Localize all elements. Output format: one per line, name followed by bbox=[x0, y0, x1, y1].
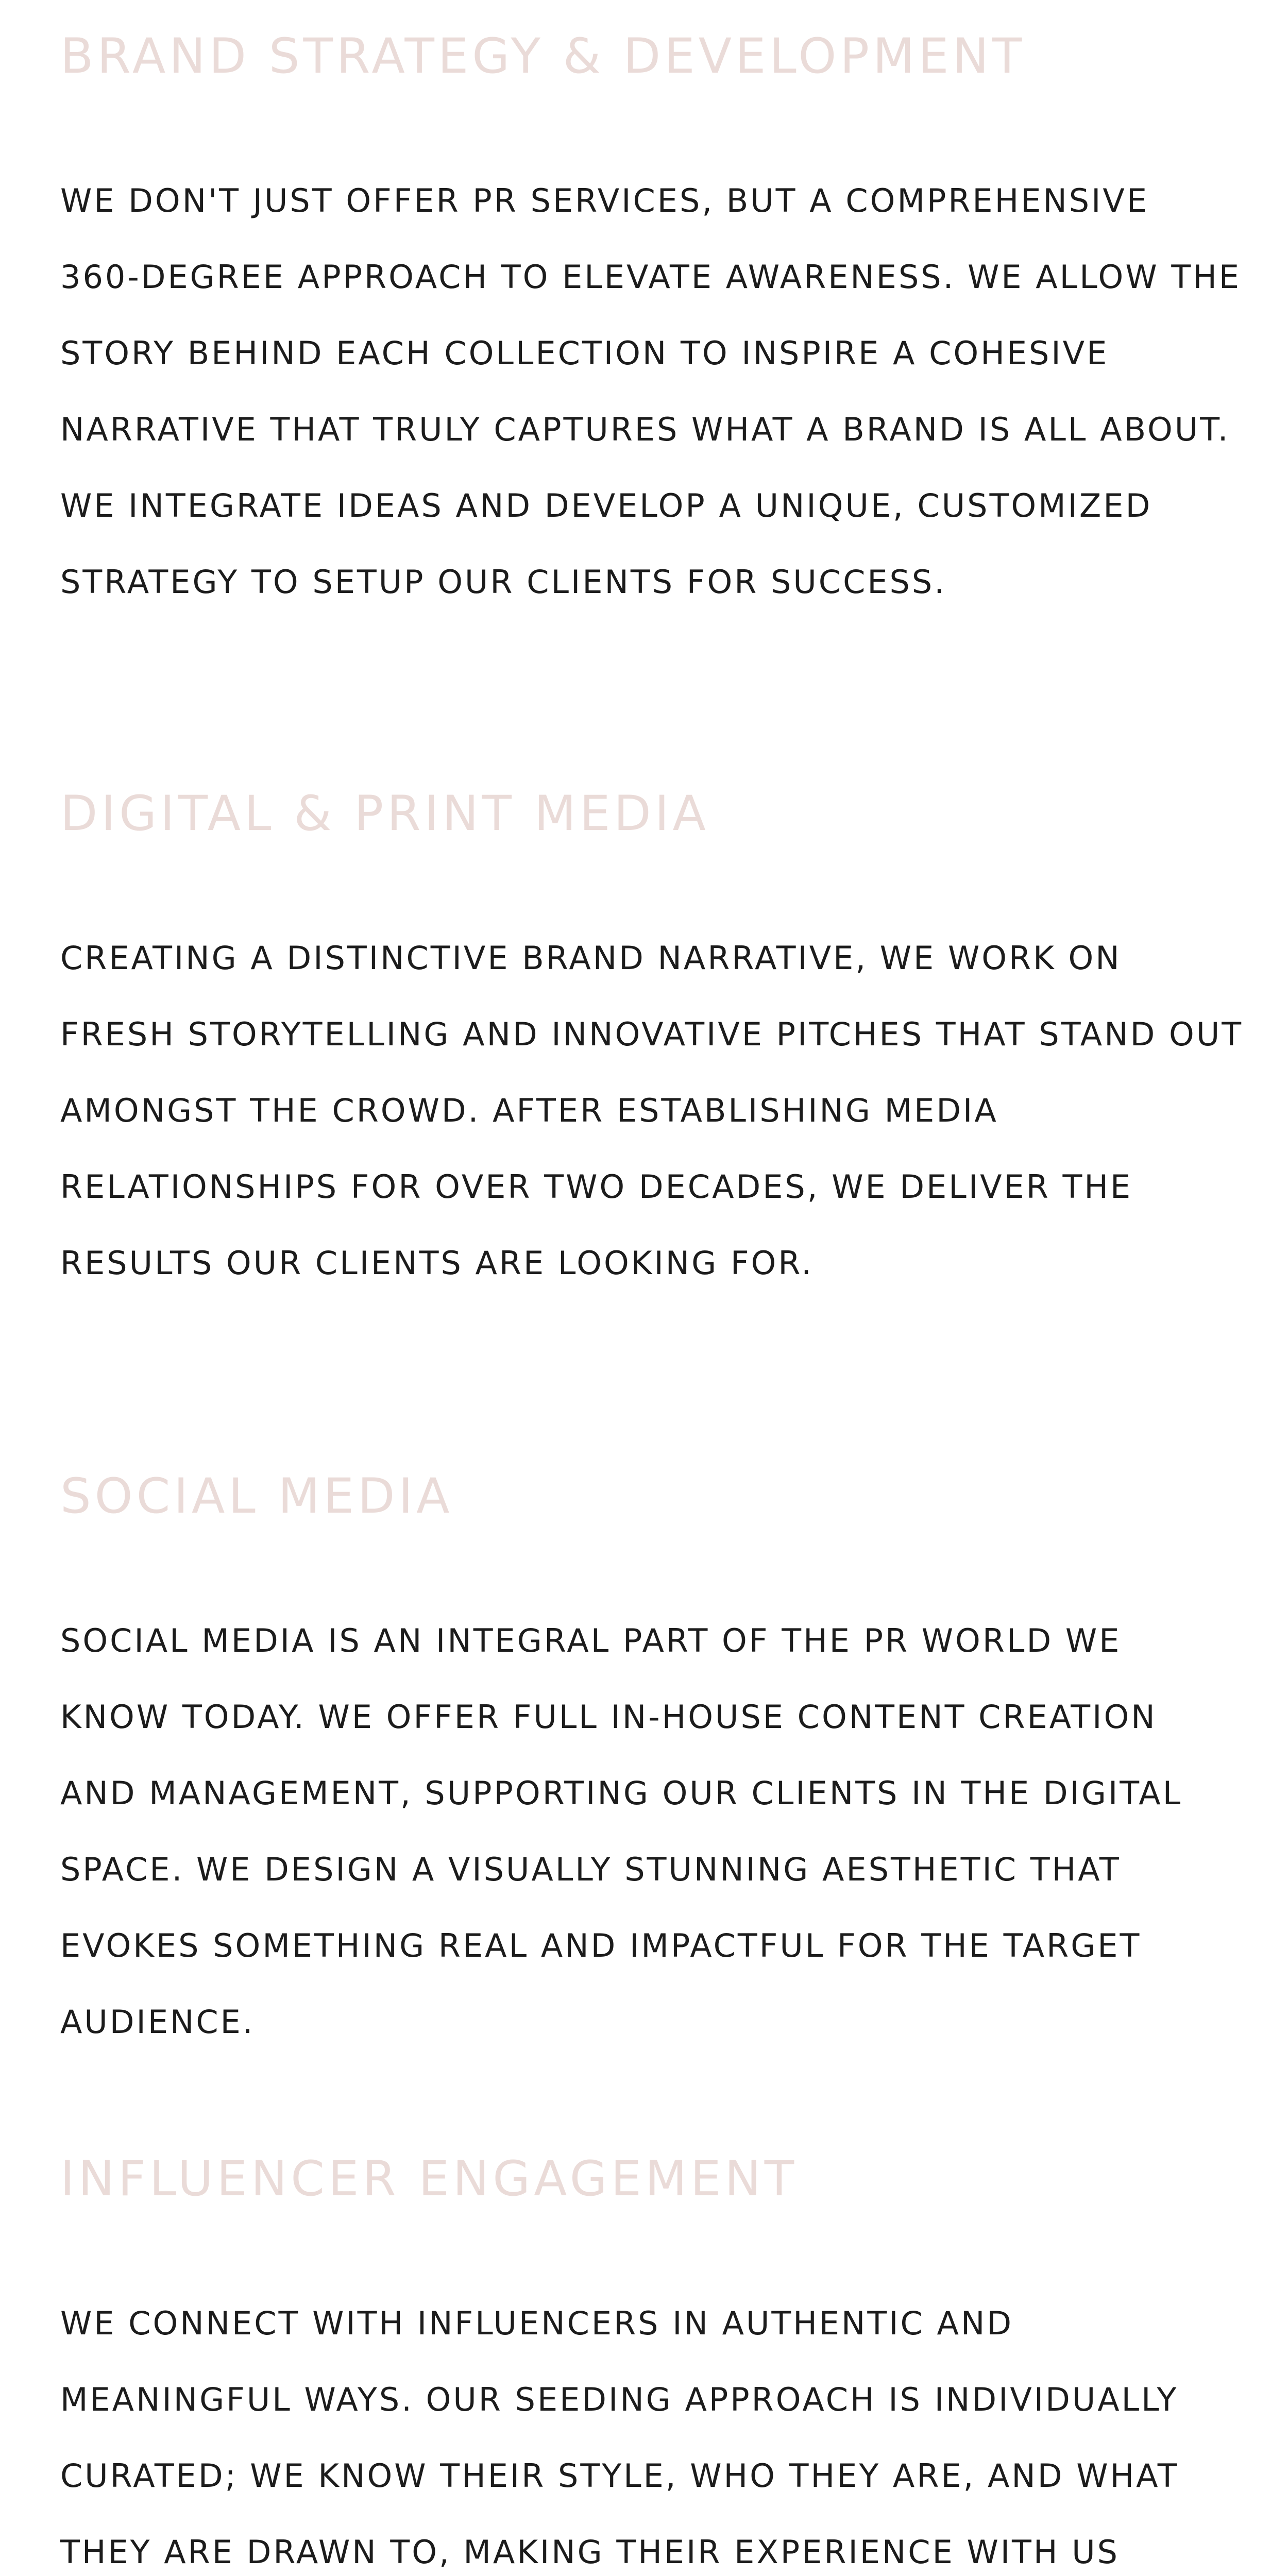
body-line: STORY BEHIND EACH COLLECTION TO INSPIRE A COHESIVE bbox=[60, 334, 1109, 372]
body-line: RESULTS OUR CLIENTS ARE LOOKING FOR. bbox=[60, 1244, 814, 1282]
section-title: DIGITAL & PRINT MEDIA bbox=[60, 786, 709, 842]
body-line: EVOKES SOMETHING REAL AND IMPACTFUL FOR THE TARGET bbox=[60, 1927, 1142, 1964]
section-social-media bbox=[60, 1466, 1245, 2041]
body-line: 360-DEGREE APPROACH TO ELEVATE AWARENESS. WE ALLOW THE bbox=[60, 258, 1242, 296]
body-line: WE INTEGRATE IDEAS AND DEVELOP A UNIQUE, CUSTOMIZED bbox=[60, 487, 1153, 524]
body-line: CREATING A DISTINCTIVE BRAND NARRATIVE, WE WORK ON bbox=[60, 939, 1122, 977]
section-title: BRAND STRATEGY & DEVELOPMENT bbox=[60, 28, 1026, 84]
section-body bbox=[60, 163, 1245, 620]
body-line: MEANINGFUL WAYS. OUR SEEDING APPROACH IS INDIVIDUALLY bbox=[60, 2381, 1179, 2418]
section-brand-strategy bbox=[60, 26, 1245, 601]
body-line: FRESH STORYTELLING AND INNOVATIVE PITCHES THAT STAND OUT bbox=[60, 1015, 1244, 1053]
section-influencer-engagement bbox=[60, 2148, 1245, 2571]
body-line: AND MANAGEMENT, SUPPORTING OUR CLIENTS IN THE DIGITAL bbox=[60, 1774, 1183, 1812]
body-line: CURATED; WE KNOW THEIR STYLE, WHO THEY ARE, AND WHAT bbox=[60, 2457, 1179, 2495]
section-body bbox=[60, 1603, 1245, 2060]
body-line: THEY ARE DRAWN TO, MAKING THEIR EXPERIENCE WITH US bbox=[60, 2533, 1120, 2571]
body-line: WE CONNECT WITH INFLUENCERS IN AUTHENTIC AND bbox=[60, 2304, 1014, 2342]
section-body bbox=[60, 920, 1245, 1301]
body-line: AMONGST THE CROWD. AFTER ESTABLISHING MEDIA bbox=[60, 1092, 998, 1129]
body-line: AUDIENCE. bbox=[60, 2003, 255, 2041]
section-body bbox=[60, 2285, 1245, 2576]
body-line: SPACE. WE DESIGN A VISUALLY STUNNING AESTHETIC THAT bbox=[60, 1851, 1121, 1888]
body-line: NARRATIVE THAT TRULY CAPTURES WHAT A BRAND IS ALL ABOUT. bbox=[60, 411, 1230, 448]
body-line: STRATEGY TO SETUP OUR CLIENTS FOR SUCCESS. bbox=[60, 563, 946, 601]
body-line: KNOW TODAY. WE OFFER FULL IN-HOUSE CONTENT CREATION bbox=[60, 1698, 1157, 1736]
body-line: RELATIONSHIPS FOR OVER TWO DECADES, WE DELIVER THE bbox=[60, 1168, 1133, 1206]
section-digital-print-media bbox=[60, 783, 1245, 1282]
body-line: WE DON'T JUST OFFER PR SERVICES, BUT A COMPREHENSIVE bbox=[60, 182, 1149, 219]
section-title: INFLUENCER ENGAGEMENT bbox=[60, 2151, 798, 2207]
section-title: SOCIAL MEDIA bbox=[60, 1468, 453, 1524]
body-line: SOCIAL MEDIA IS AN INTEGRAL PART OF THE PR WORLD WE bbox=[60, 1622, 1122, 1659]
